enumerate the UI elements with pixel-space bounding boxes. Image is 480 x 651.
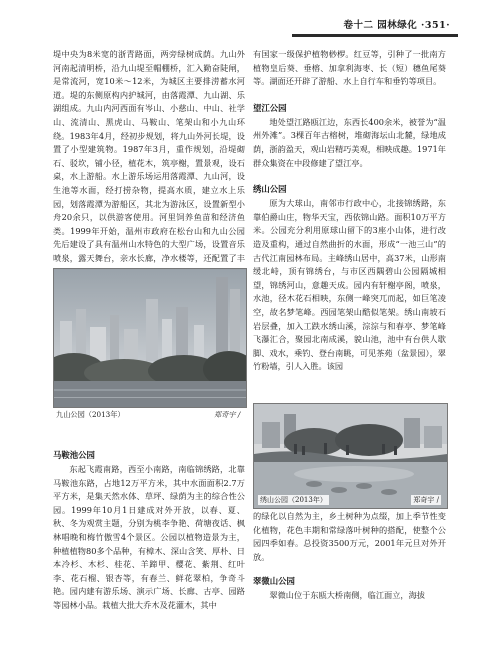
- right-column-bottom: [253, 510, 446, 603]
- section-heading-cuiwei: 翠微山公园: [253, 576, 295, 587]
- section-heading-xiushan: 绣山公园: [253, 184, 287, 195]
- running-header: 卷十二 园林绿化 ·351·: [343, 20, 450, 31]
- body-paragraph: 堤中央为8米宽的浙青路面，两旁绿树成荫。九山外河南起清明桥，沿九山堤至帽棚桥，汇入勤奋陡闸，是常流河，宽10米～12米，为城区主要排涝蓄水河道。堤的东侧原构内护城河，由落霞潭、九山湖、乐湖组成。九山内河西面有岑山、小慈山、中山、社学山、流清山、黑虎山、马鞍山、笔架山和小九山环绕。1983年4月，经初步规划，将九山外河长堤，设置了小型建筑物。1987年3月，重作规划，沿堤砌石、驳坎，铺小径，植花木，筑亭榭，置景观，设石桌，水上游船。水上游乐场运用落霞潭、九山河，设生池等水面，经打捞杂物，提高水质，建立水上乐园，划落霞潭为游船区，其北为游泳区，设置新型小舟20余只，以供游客使用。河里饲养鱼苗和经济鱼类。1999年开始，温州市政府在松台山和九山公园先后建设了具有温州山水特色的大型广场，设置音乐喷泉，露天舞台，亲水长廊，净水楼等，还配置了丰: [53, 49, 245, 263]
- jiushan-park-photo: [53, 268, 247, 408]
- body-paragraph: 翠微山位于东瓯大桥南侧，临江面立，海拔: [269, 590, 425, 601]
- page-header: [0, 0, 480, 40]
- section-heading-maanchi: 马鞍池公园: [53, 450, 95, 460]
- body-paragraph: 地处望江路瓯江边，东西长400余米，被誉为“温州外滩”。3棵百年古榕树，堆砌海坛山北麓，绿地成荫，浙韵盈天，观山岩精巧美观，相映成趣。1971年群众集资在中段修建了望江亭。: [253, 116, 446, 168]
- jiushan-photo-credit: 郑奇宇 /: [214, 410, 241, 419]
- body-paragraph: 的绿化以自然为主，乡土树种为点缀，加上季节性变化植物，花色丰期和常绿落叶树种的搭配，使整个公园四季如春。总投资3500万元，2001年元旦对外开放。: [253, 511, 446, 562]
- left-column-bottom: [53, 448, 245, 613]
- right-column-top: [253, 48, 446, 374]
- section-heading-wangjiang: 望江公园: [253, 102, 287, 113]
- jiushan-photo-caption: 九山公园（2013年）: [56, 410, 125, 419]
- xiushan-photo-caption: 绣山公园（2013年）: [260, 496, 327, 504]
- left-column-top: [53, 48, 245, 279]
- body-paragraph: 东起飞霞南路，西至小南路，南临锦绣路，北靠马鞍池东路，占地12万平方米，其中水面面积2.7万平方米，是集天然水体、草坪、绿荫为主的综合性公园。1999年10月1日建成对外开放，以春、夏、秋、冬为观赏主题，分别为桃李争艳、荷塘夜话、枫林唱晚和梅竹傲雪4个景区。公园以植物造景为主，种植植物80多个品种，有樟木、深山含笑、厚朴、日本冷杉、木杉、桂花、羊蹄甲、樱花、紫荆、红叶李、花石榴、银杏等，有春兰、鲜花翠柏，争奇斗艳。园内建有游乐场、演示广场、长廊、古亭、园路等园林小品。栽植大批大乔木及花灌木，其中: [53, 464, 245, 610]
- body-paragraph: 原为大球山，南邻市行政中心，北接锦绣路，东靠伯爵山庄，物华天宝，西依锦山路。面积10万平方米。公园充分利用原球山留下的3座小山体，进行改造及重构，通过自然曲折的水面，形成“一池三山”的古代江南园林布局。主峰绣山居中，高37米，山形南缓北峙，顶有锦绣台，与市区西隅碧山公园隔城相望，锦绣河山，意趣天成。园内有轩榭亭阁，喷泉，水池，径木花石相映，东侧一峰突兀而起，如巨笔凌空，故名梦笔峰。西园笔架山酷似笔架。绣山南坡石岩层叠，加入工跌水绣山溪，淙淙与和春亭、梦笔峰飞瀑汇合，聚园北南成溪，貌山池，池中有台供人歇脚、戏水，乘钓、登台南眺，可见茶苑（盆景园），翠竹粉墙，引人入胜。该园: [253, 198, 446, 372]
- header-rule: [292, 34, 458, 37]
- xiushan-park-photo: [253, 403, 448, 509]
- body-paragraph: 有国家一级保护植物桫椤。红豆等，引种了一批南方植物皇后葵、垂榕、加拿利海枣、长（短）穗鱼尾葵等。湖面还开辟了游船、水上自行车和垂钓等项目。: [253, 49, 446, 87]
- xiushan-photo-credit: 郑奇宇 /: [413, 496, 439, 504]
